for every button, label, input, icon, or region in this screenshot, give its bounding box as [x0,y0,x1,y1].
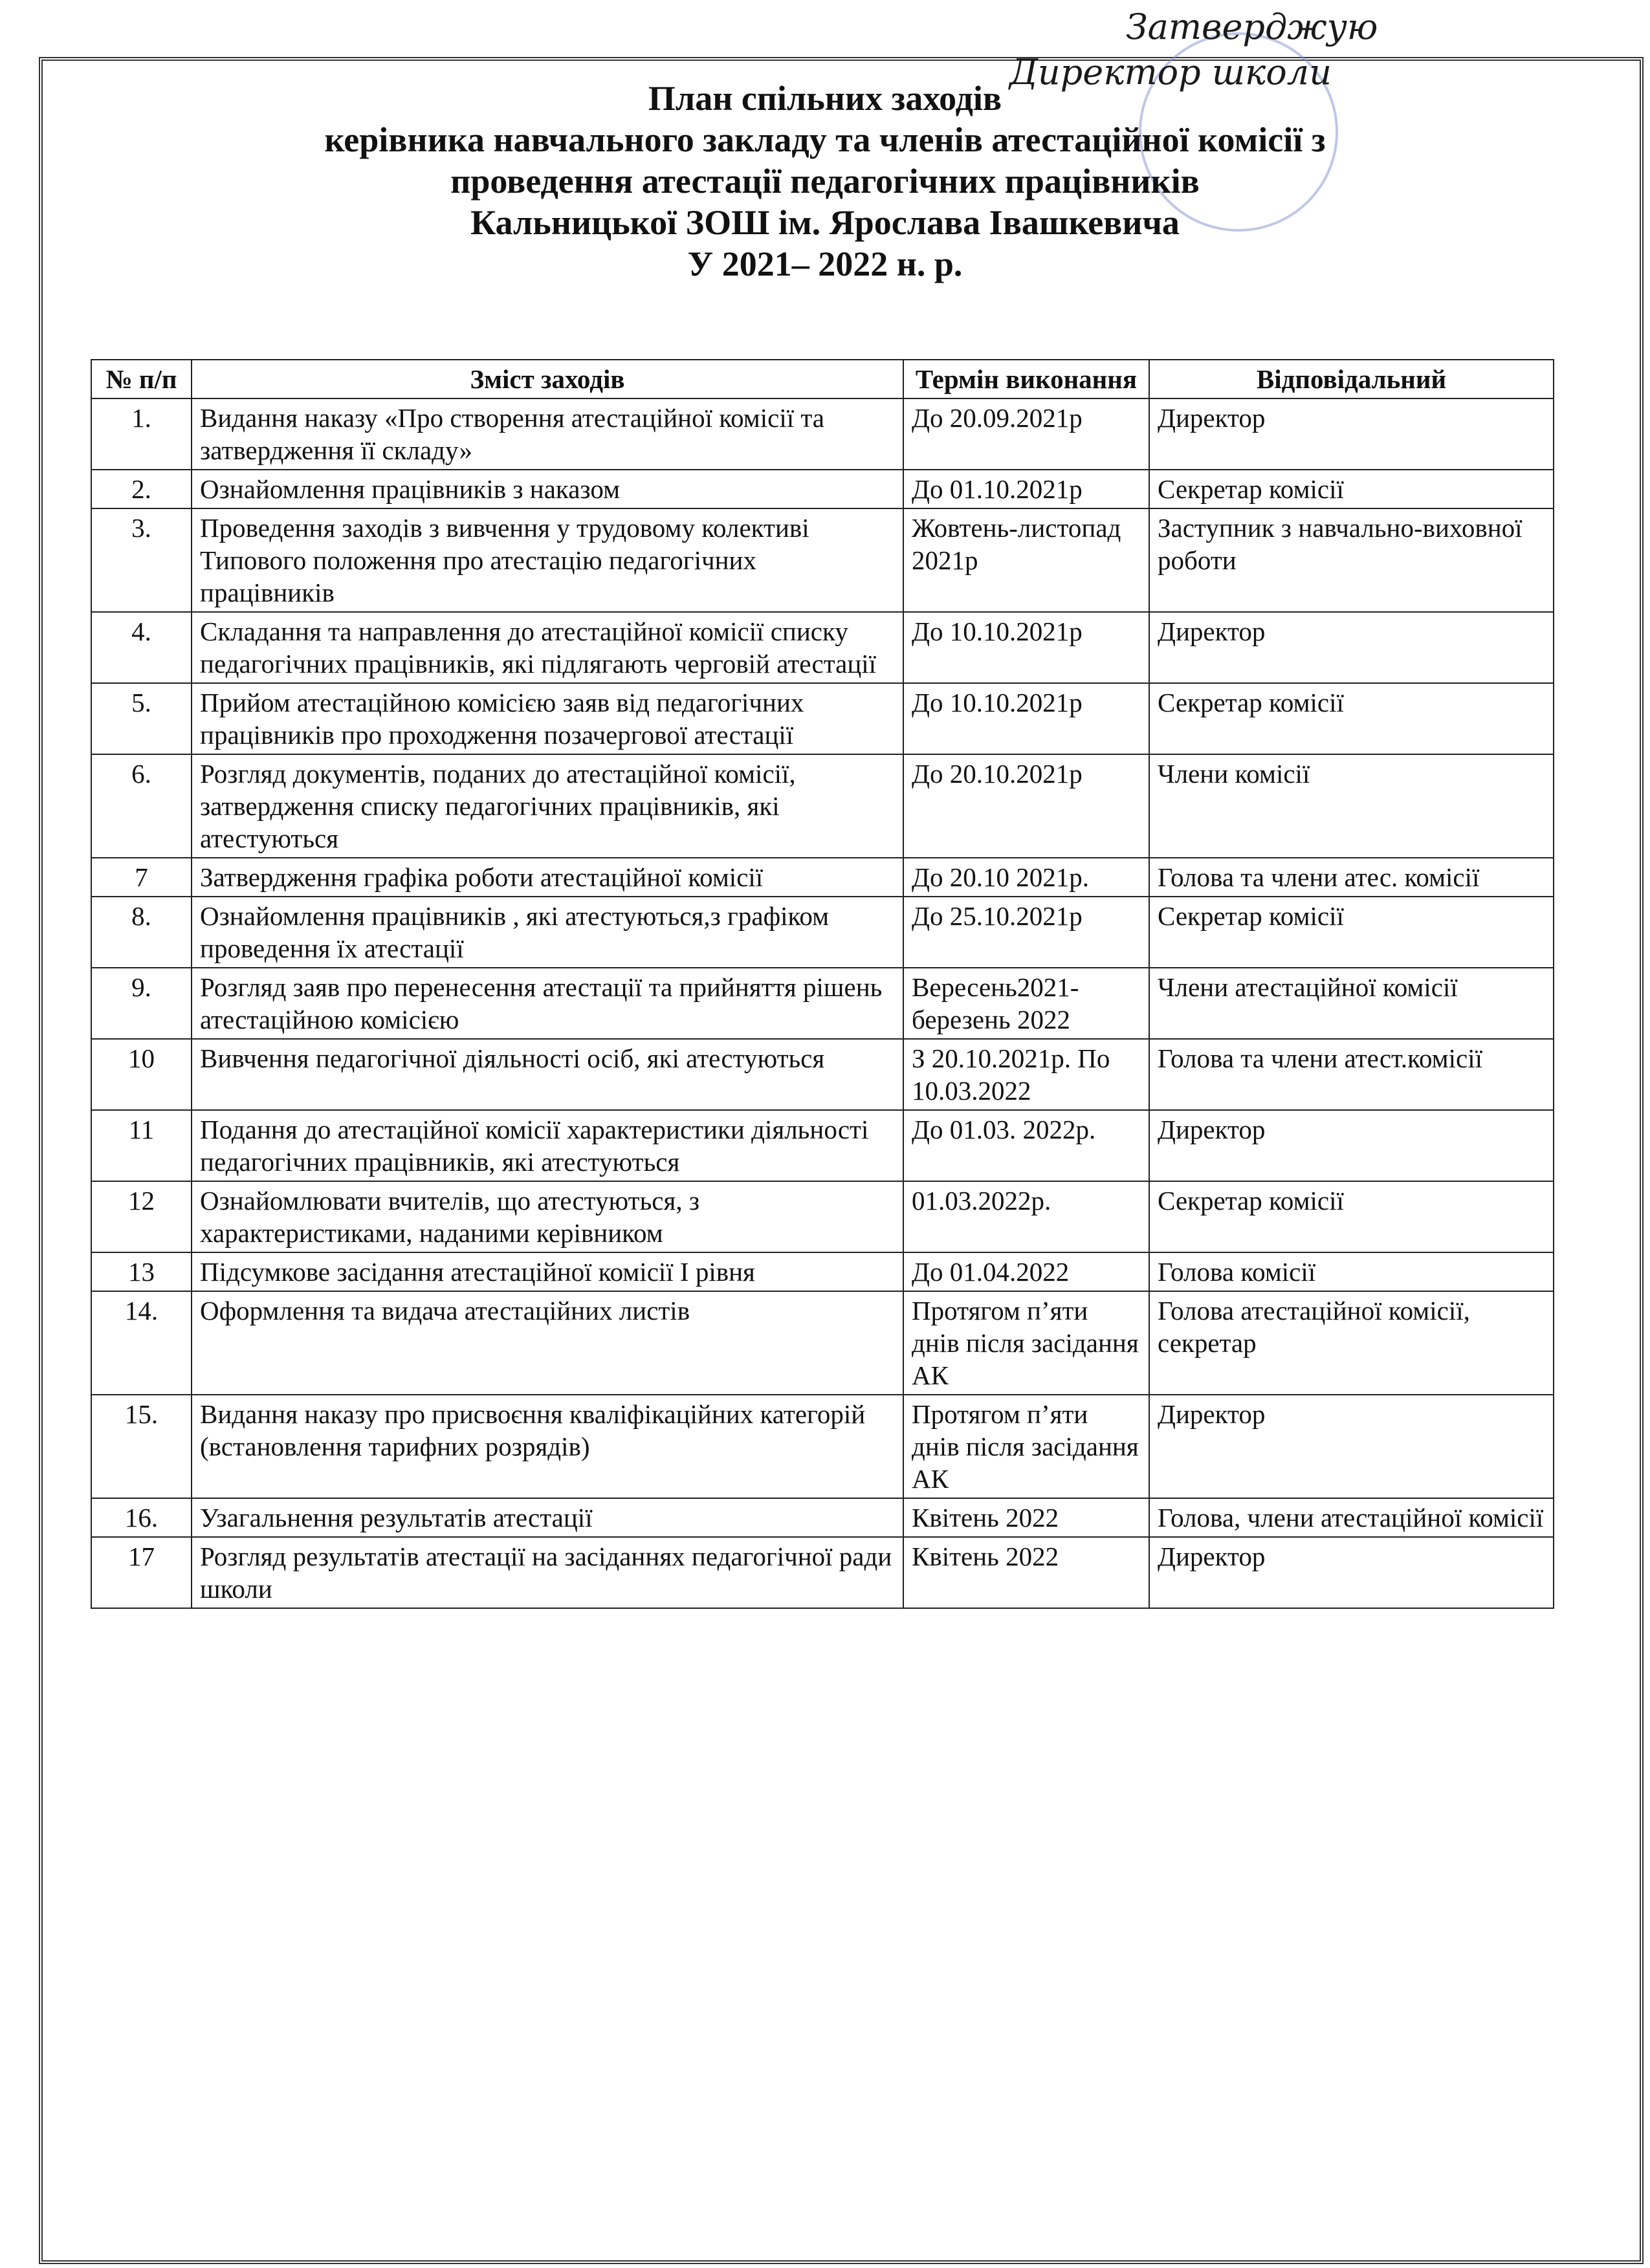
header-term: Термін виконання [903,360,1149,398]
row-responsible-cell: Члени комісії [1149,754,1554,858]
approval-line-approve: Затверджую [1126,6,1378,47]
approval-line-director: Директор школи [1009,52,1332,93]
row-term-cell: Вересень2021-березень 2022 [903,968,1149,1039]
title-line-1: План спільних заходів [648,79,1002,118]
title-line-5: У 2021– 2022 н. р. [687,245,963,283]
row-term-cell: До 20.10 2021р. [903,858,1149,897]
table-row [91,683,1554,754]
row-term-cell: 01.03.2022р. [903,1181,1149,1252]
row-term-cell: До 01.03. 2022р. [903,1110,1149,1181]
table-row [91,897,1554,968]
row-term-cell: Жовтень-листопад 2021р [903,508,1149,612]
row-term-cell: Протягом п’яти днів після засідання АК [903,1395,1149,1498]
row-responsible-cell: Голова, члени атестаційної комісії [1149,1498,1554,1537]
table-body [91,398,1554,1608]
row-num-cell: 9. [91,968,192,1039]
row-term-cell: Квітень 2022 [903,1537,1149,1608]
row-num-cell: 16. [91,1498,192,1537]
plan-table [91,359,1554,1609]
row-content-cell: Ознайомлення працівників з наказом [192,470,903,508]
row-content-cell: Підсумкове засідання атестаційної комісії І рівня [192,1252,903,1291]
row-responsible-cell: Голова атестаційної комісії, секретар [1149,1291,1554,1395]
row-num-cell: 17 [91,1537,192,1608]
row-responsible-cell: Члени атестаційної комісії [1149,968,1554,1039]
row-num-cell: 3. [91,508,192,612]
table-row [91,1039,1554,1110]
row-content-cell: Затвердження графіка роботи атестаційної комісії [192,858,903,897]
row-term-cell: З 20.10.2021р. По 10.03.2022 [903,1039,1149,1110]
row-num-cell: 12 [91,1181,192,1252]
header-responsible: Відповідальний [1149,360,1554,398]
table-row [91,858,1554,897]
row-num-cell: 15. [91,1395,192,1498]
row-term-cell: До 01.10.2021р [903,470,1149,508]
table-row [91,1110,1554,1181]
row-num-cell: 14. [91,1291,192,1395]
header-num: № п/п [91,360,192,398]
row-content-cell: Прийом атестаційною комісією заяв від педагогічних працівників про проходження позачергової атестації [192,683,903,754]
row-term-cell: До 25.10.2021р [903,897,1149,968]
row-num-cell: 7 [91,858,192,897]
row-responsible-cell: Секретар комісії [1149,470,1554,508]
table-row [91,1252,1554,1291]
row-content-cell: Ознайомлювати вчителів, що атестуються, з характеристиками, наданими керівником [192,1181,903,1252]
row-num-cell: 4. [91,612,192,683]
row-num-cell: 6. [91,754,192,858]
row-content-cell: Видання наказу «Про створення атестаційної комісії та затвердження її складу» [192,398,903,470]
row-responsible-cell: Директор [1149,1395,1554,1498]
row-num-cell: 5. [91,683,192,754]
table-row [91,398,1554,470]
row-num-cell: 1. [91,398,192,470]
row-content-cell: Видання наказу про присвоєння кваліфікаційних категорій (встановлення тарифних розрядів) [192,1395,903,1498]
row-content-cell: Складання та направлення до атестаційної комісії списку педагогічних працівників, які підлягають черговій атестації [192,612,903,683]
row-term-cell: До 01.04.2022 [903,1252,1149,1291]
row-content-cell: Розгляд документів, поданих до атестаційної комісії, затвердження списку педагогічних працівників, які атестуються [192,754,903,858]
table-header-row [91,360,1554,398]
table-row [91,754,1554,858]
row-term-cell: До 10.10.2021р [903,683,1149,754]
row-term-cell: До 20.10.2021р [903,754,1149,858]
row-num-cell: 11 [91,1110,192,1181]
row-responsible-cell: Секретар комісії [1149,897,1554,968]
table-row [91,1498,1554,1537]
table-row [91,1291,1554,1395]
row-content-cell: Ознайомлення працівників , які атестуються,з графіком проведення їх атестації [192,897,903,968]
title-line-3: проведення атестації педагогічних працівників [450,162,1200,201]
row-num-cell: 13 [91,1252,192,1291]
document-title [78,78,1572,285]
table-row [91,968,1554,1039]
row-content-cell: Розгляд заяв про перенесення атестації та прийняття рішень атестаційною комісією [192,968,903,1039]
table-row [91,470,1554,508]
row-content-cell: Розгляд результатів атестації на засіданнях педагогічної ради школи [192,1537,903,1608]
table-row [91,612,1554,683]
row-term-cell: До 20.09.2021р [903,398,1149,470]
table-row [91,1395,1554,1498]
title-line-2: керівника навчального закладу та членів атестаційної комісії з [324,120,1326,159]
table-row [91,1181,1554,1252]
table-row [91,508,1554,612]
row-content-cell: Вивчення педагогічної діяльності осіб, які атестуються [192,1039,903,1110]
table-row [91,1537,1554,1608]
row-num-cell: 8. [91,897,192,968]
row-content-cell: Подання до атестаційної комісії характеристики діяльності педагогічних працівників, які атестуються [192,1110,903,1181]
row-responsible-cell: Директор [1149,612,1554,683]
row-content-cell: Проведення заходів з вивчення у трудовому колективі Типового положення про атестацію педагогічних працівників [192,508,903,612]
header-content: Зміст заходів [192,360,903,398]
row-responsible-cell: Голова та члени атест.комісії [1149,1039,1554,1110]
row-responsible-cell: Директор [1149,398,1554,470]
row-responsible-cell: Директор [1149,1110,1554,1181]
row-term-cell: Протягом п’яти днів після засідання АК [903,1291,1149,1395]
row-num-cell: 2. [91,470,192,508]
row-term-cell: До 10.10.2021р [903,612,1149,683]
row-num-cell: 10 [91,1039,192,1110]
row-content-cell: Узагальнення результатів атестації [192,1498,903,1537]
row-responsible-cell: Секретар комісії [1149,1181,1554,1252]
row-responsible-cell: Директор [1149,1537,1554,1608]
row-responsible-cell: Секретар комісії [1149,683,1554,754]
row-responsible-cell: Заступник з навчально-виховної роботи [1149,508,1554,612]
row-term-cell: Квітень 2022 [903,1498,1149,1537]
row-responsible-cell: Голова та члени атес. комісії [1149,858,1554,897]
row-content-cell: Оформлення та видача атестаційних листів [192,1291,903,1395]
row-responsible-cell: Голова комісії [1149,1252,1554,1291]
title-line-4: Кальницької ЗОШ ім. Ярослава Івашкевича [470,203,1180,242]
